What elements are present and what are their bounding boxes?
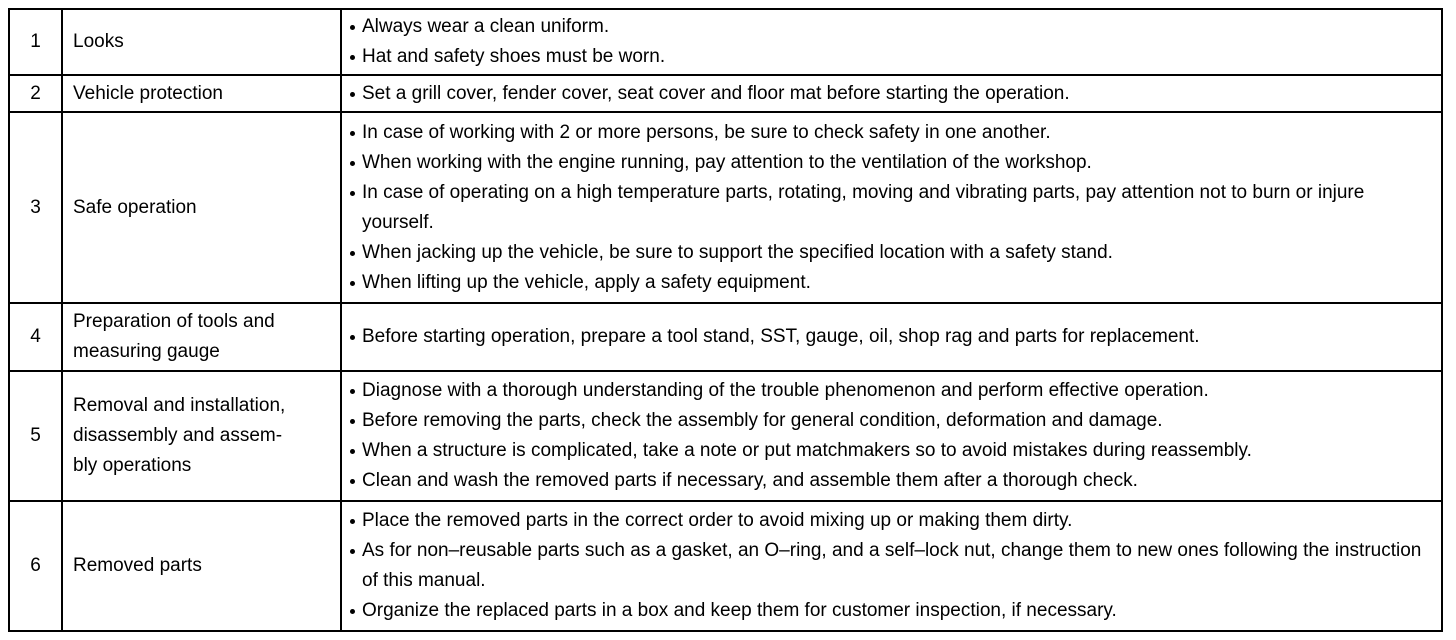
instruction-item: Hat and safety shoes must be worn. xyxy=(348,42,1431,72)
table-row xyxy=(9,501,1442,631)
row-instructions xyxy=(341,303,1442,371)
row-instructions xyxy=(341,112,1442,303)
row-title-line: measuring gauge xyxy=(73,341,220,362)
instruction-item: When jacking up the vehicle, be sure to support the specified location with a safety stand. xyxy=(348,238,1431,268)
row-instructions xyxy=(341,501,1442,631)
instruction-item: When working with the engine running, pay attention to the ventilation of the workshop. xyxy=(348,148,1431,178)
instruction-item: Clean and wash the removed parts if necessary, and assemble them after a thorough check. xyxy=(348,466,1431,496)
row-number: 4 xyxy=(9,303,62,371)
row-instructions xyxy=(341,75,1442,112)
row-instructions xyxy=(341,371,1442,501)
row-title xyxy=(62,75,341,112)
instruction-item: Organize the replaced parts in a box and keep them for customer inspection, if necessary. xyxy=(348,596,1431,626)
table-row xyxy=(9,112,1442,303)
row-title-line: Preparation of tools and xyxy=(73,311,275,332)
row-title xyxy=(62,371,341,501)
instruction-item: Set a grill cover, fender cover, seat cover and floor mat before starting the operation. xyxy=(348,79,1431,109)
row-title-line: disassembly and assem- xyxy=(73,425,283,446)
table-row xyxy=(9,75,1442,112)
row-title xyxy=(62,9,341,75)
row-title xyxy=(62,303,341,371)
row-instructions xyxy=(341,9,1442,75)
row-title-line: Vehicle protection xyxy=(73,82,223,104)
instruction-item: Place the removed parts in the correct order to avoid mixing up or making them dirty. xyxy=(348,506,1431,536)
row-number: 1 xyxy=(9,9,62,75)
row-title-line: Removed parts xyxy=(73,555,202,576)
row-title-line: Removal and installation, xyxy=(73,395,286,416)
row-title xyxy=(62,112,341,303)
table-row xyxy=(9,303,1442,371)
row-title-line: Safe operation xyxy=(73,196,197,218)
instruction-item: When lifting up the vehicle, apply a safety equipment. xyxy=(348,268,1431,298)
row-title xyxy=(62,501,341,631)
table-row xyxy=(9,371,1442,501)
instruction-item: When a structure is complicated, take a note or put matchmakers so to avoid mistakes during reassembly. xyxy=(348,436,1431,466)
instruction-item: Before starting operation, prepare a tool stand, SST, gauge, oil, shop rag and parts for replacement. xyxy=(348,322,1431,352)
safety-rules-sheet xyxy=(8,8,1441,632)
row-number: 3 xyxy=(9,112,62,303)
instruction-item: Always wear a clean uniform. xyxy=(348,12,1431,42)
row-number: 2 xyxy=(9,75,62,112)
table-row xyxy=(9,9,1442,75)
row-title-line: bly operations xyxy=(73,455,192,476)
row-number: 5 xyxy=(9,371,62,501)
instruction-item: Diagnose with a thorough understanding of the trouble phenomenon and perform effective operation. xyxy=(348,376,1431,406)
instruction-item: In case of working with 2 or more persons, be sure to check safety in one another. xyxy=(348,118,1431,148)
instruction-item: Before removing the parts, check the assembly for general condition, deformation and damage. xyxy=(348,406,1431,436)
row-number: 6 xyxy=(9,501,62,631)
instruction-item: In case of operating on a high temperature parts, rotating, moving and vibrating parts, pay attention not to burn or injure yourself. xyxy=(348,178,1431,238)
safety-rules-table xyxy=(8,8,1443,632)
instruction-item: As for non–reusable parts such as a gasket, an O–ring, and a self–lock nut, change them to new ones following the instruction of this manual. xyxy=(348,536,1431,596)
row-title-line: Looks xyxy=(73,31,124,52)
